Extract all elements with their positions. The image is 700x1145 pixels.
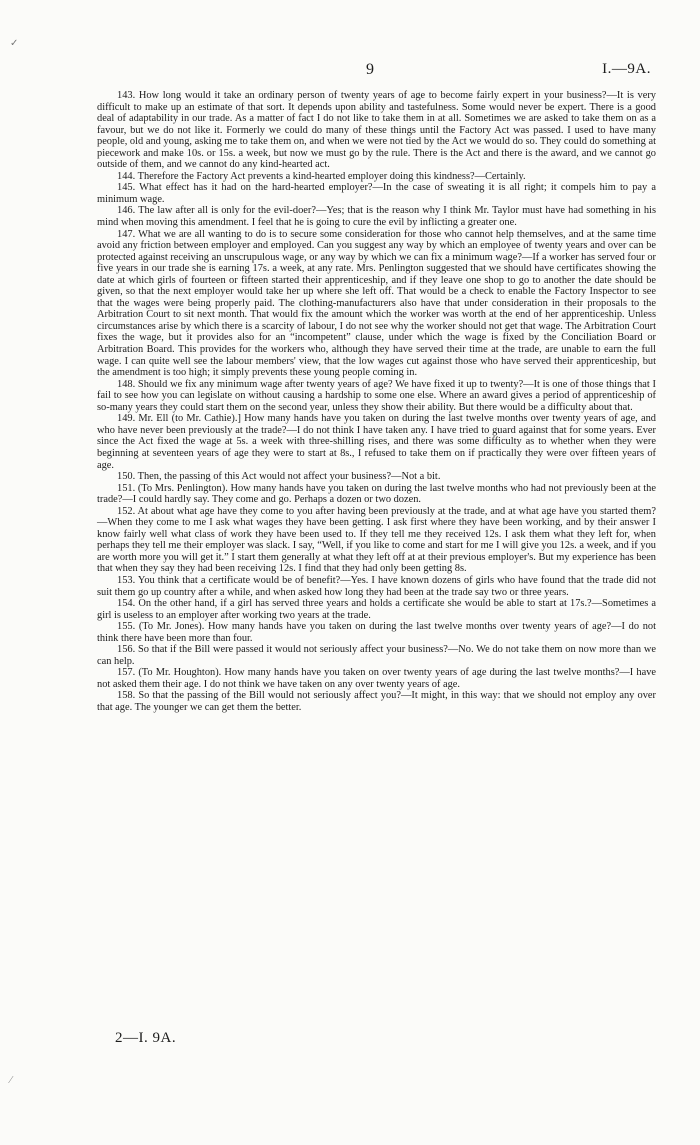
paragraph-158: 158. So that the passing of the Bill would not seriously affect you?—It might, in this way: that we should not employ any over that age. The younger we can get them the better.	[97, 690, 656, 713]
signature-mark: 2—I. 9A.	[115, 1030, 177, 1046]
page-reference: I.—9A.	[602, 61, 651, 77]
testimony-text	[97, 90, 656, 714]
paragraph-148: 148. Should we fix any minimum wage after twenty years of age? We have fixed it up to twenty?—It is one of those things that I fail to see how you can legislate on without causing a hardship to some one else. Where an award gives a period of apprenticeship of so-many years they could start them on the second year, unless they show their ability. But there would be a difficulty about that.	[97, 378, 656, 413]
paragraph-156: 156. So that if the Bill were passed it would not seriously affect your business?—No. We do not take them on now more than we can help.	[97, 644, 656, 667]
margin-mark: ⁄	[10, 1075, 12, 1086]
paragraph-145: 145. What effect has it had on the hard-hearted employer?—In the case of sweating it is all right; it compels him to pay a minimum wage.	[97, 182, 656, 205]
paragraph-157: 157. (To Mr. Houghton). How many hands have you taken on over twenty years of age during the last twelve months?—I have not asked them their age. I do not think we have taken on any over twenty years of age.	[97, 667, 656, 690]
margin-mark: ✓	[10, 38, 19, 49]
paragraph-152: 152. At about what age have they come to you after having been previously at the trade, and at what age have you started them?—When they come to me I ask what wages they have been getting. I ask first where they have been working, and by their answer I know fairly well what class of work they have been used to. If they tell me they received 12s. I ask them what they left for, when perhaps they tell me their employer was slack. I say, “Well, if you like to come and start for me I will give you 12s. a week, and if you are worth more you will get it.” I start them generally at what they left off at at their previous employer's. But my experience has been that when they say they had been receiving 12s. I find that they had only been getting 8s.	[97, 505, 656, 575]
paragraph-146: 146. The law after all is only for the evil-doer?—Yes; that is the reason why I think Mr. Taylor must have had something in his mind when moving this amendment. I feel that he is going to cure the evil by inflicting a greater one.	[97, 205, 656, 229]
paragraph-155: 155. (To Mr. Jones). How many hands have you taken on during the last twelve months over twenty years of age?—I do not think there have been more than four.	[97, 621, 656, 644]
paragraph-154: 154. On the other hand, if a girl has served three years and holds a certificate she would be able to start at 17s.?—Sometimes a girl is useless to an employer after working two years at the trade.	[97, 598, 656, 621]
paragraph-153: 153. You think that a certificate would be of benefit?—Yes. I have known dozens of girls who have found that the trade did not suit them go up country after a while, and when asked how long they had been at the trade say two or three years.	[97, 574, 656, 598]
paragraph-144: 144. Therefore the Factory Act prevents a kind-hearted employer doing this kindness?—Certainly.	[117, 170, 526, 182]
paragraph-143: 143. How long would it take an ordinary person of twenty years of age to become fairly expert in your business?—It is very difficult to make up an estimate of that sort. It depends upon ability and tastefulness. Some would never be expert. There is a good deal of adaptability in our trade. As a matter of fact I do not like to take them in at all. Sometimes we are asked to take them on as a favour, but we do not like it. Formerly we could do many of these things until the Factory Act was passed. I used to have many people, old and young, asking me to take them on, and when we were not tied by the Act we would do so. They could do something at piecework and make 10s. or 15s. a week, but now we must go by the rule. There is the Act and there is the award, and we cannot go outside of them, and we cannot do any kind-hearted act.	[97, 90, 656, 171]
paragraph-147: 147. What we are all wanting to do is to secure some consideration for those who cannot help themselves, and at the same time avoid any friction between employer and employed. Can you suggest any way by which an employee of twenty years and over can be protected against receiving an unscrupulous wage, or any way by which we can fix a minimum wage?—If a worker has served four or five years in our trade she is earning 17s. a week, at any rate. Mrs. Penlington suggested that we should have certificates showing the date at which girls of fourteen or fifteen started their apprenticeship, and if they leave one shop to go to another the date should be given, so that the next employer would take her up where she left off. That would be a check to enable the Factory Inspector to see that the wages were being properly paid. The clothing-manufacturers also have that under consideration in their proposals to the Arbitration Court to sit next month. That would fix the amount which the worker was worth at the end of her apprenticeship. Unless circumstances arise by which there is a scarcity of labour, I do not see why the worker should not get that wage. The Arbitration Court fixes the wage, but it provides also for an “incompetent” clause, under which the wage is fixed by the Conciliation Board or Arbitration Board. This provides for the workers who, although they have served their time at the trade, are unable to earn the full wage. I can quite well see the labour members' view, that the low wages cut against those who have served their apprenticeship, but the amendment is too high; it simply prevents these young people coming in.	[97, 228, 656, 379]
paragraph-150: 150. Then, the passing of this Act would not affect your business?—Not a bit.	[117, 471, 441, 483]
page-number: 9	[366, 61, 374, 78]
paragraph-149: 149. Mr. Ell (to Mr. Cathie).] How many hands have you taken on during the last twelve months over twenty years of age, and who have never been previously at the trade?—I do not think I have taken any. I have tried to guard against that for some years. Ever since the Act fixed the wage at 5s. a week with three-shilling rises, and there was some difficulty as to whether when they were beginning at seventeen years of age they were to start at 8s., I refused to take them on if practically they were over fifteen years of age.	[97, 413, 656, 471]
paragraph-151: 151. (To Mrs. Penlington). How many hands have you taken on during the last twelve months who had not previously been at the trade?—I could hardly say. They come and go. Perhaps a dozen or two dozen.	[97, 482, 656, 506]
